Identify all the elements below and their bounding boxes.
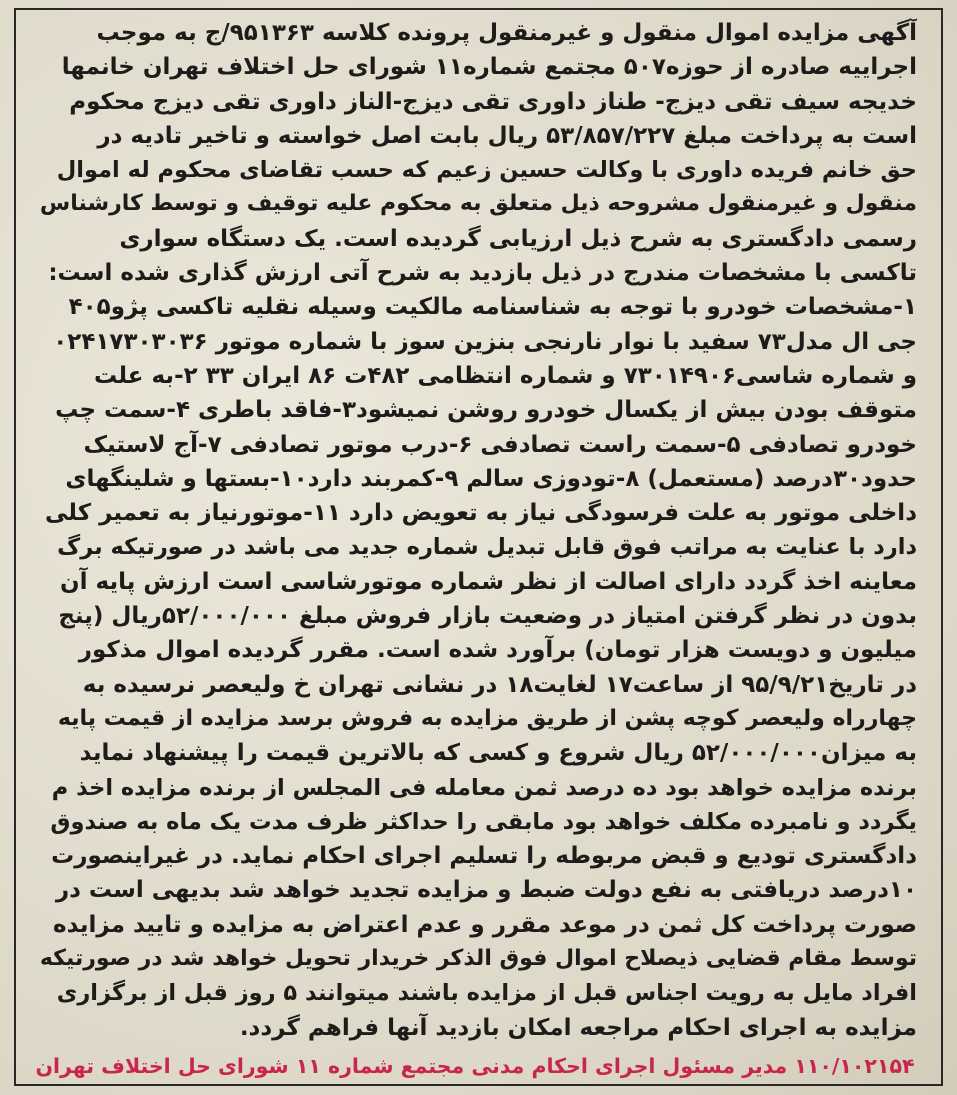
notice-line: حق خانم فریده داوری با وکالت حسین زعیم که حسب تقاضای محکوم له اموال [56, 157, 917, 184]
notice-line: به میزان۵۲/۰۰۰/۰۰۰ ریال شروع و کسی که بالاترین قیمت را پیشنهاد نماید [79, 740, 917, 767]
notice-line: اجراییه صادره از حوزه۵۰۷ مجتمع شماره۱۱ شورای حل اختلاف تهران خانمها [61, 54, 917, 81]
notice-line: ۱-مشخصات خودرو با توجه به شناسنامه مالکیت وسیله نقلیه تاکسی پژو۴۰۵ [68, 294, 917, 321]
notice-line: داخلی موتور به علت فرسودگی نیاز به تعویض دارد ۱۱-موتورنیاز به تعمیر کلی [45, 500, 917, 527]
notice-line: صورت پرداخت کل ثمن در موعد مقرر و عدم اعتراض به مزایده و تایید مزایده [53, 911, 917, 938]
notice-line: خودرو تصادفی ۵-سمت راست تصادفی ۶-درب موتور تصادفی ۷-آج لاستیک [83, 431, 917, 458]
notice-line: خدیجه سیف تقی دیزج- طناز داوری تقی دیزج-الناز داوری تقی دیزج محکوم [69, 88, 917, 115]
notice-line: میلیون و دویست هزار تومان) برآورد شده است. مقرر گردیده اموال مذکور [78, 637, 917, 664]
notice-line: رسمی دادگستری به شرح ذیل ارزیابی گردیده است. یک دستگاه سواری [119, 225, 917, 252]
notice-line: دادگستری تودیع و قبض مربوطه را تسلیم اجرای احکام نماید. در غیراینصورت [51, 843, 917, 870]
notice-line: یگردد و نامبرده مکلف خواهد بود مابقی را حداکثر ظرف مدت یک ماه به صندوق [50, 808, 917, 835]
notice-line: است به پرداخت مبلغ ۵۳/۸۵۷/۲۲۷ ریال بابت اصل خواسته و تاخیر تادیه در [97, 122, 917, 149]
notice-line: چهارراه ولیعصر کوچه پشن از طریق مزایده به فروش برسد مزایده از قیمت پایه [57, 705, 917, 731]
notice-line: جی ال مدل۷۳ سفید با نوار نارنجی بنزین سوز با شماره موتور ۰۲۴۱۷۳۰۳۰۳۶ [53, 328, 917, 355]
notice-line: افراد مایل به رویت اجناس قبل از مزایده باشند میتوانند ۵ روز قبل از برگزاری [56, 980, 917, 1007]
notice-line: معاینه اخذ گردد دارای اصالت از نظر شماره موتورشاسی است ارزش پایه آن [60, 568, 917, 595]
notice-line: منقول و غیرمنقول مشروحه ذیل متعلق به محکوم علیه توقیف و توسط کارشناس [40, 191, 917, 217]
notice-body [40, 16, 917, 1045]
notice-line: ۱۰درصد دریافتی به نفع دولت ضبط و مزایده تجدید خواهد شد بدیهی است در [55, 877, 917, 904]
notice-line: دارد با عنایت به مراتب فوق قابل تبدیل شماره جدید می باشد در صورتیکه برگ [57, 534, 917, 561]
notice-line: برنده مزایده خواهد بود ده درصد ثمن معامله فی المجلس از برنده مزایده اخذ م [51, 774, 917, 801]
notice-line: متوقف بودن بیش از یکسال خودرو روشن نمیشود۳-فاقد باطری ۴-سمت چپ [55, 397, 917, 424]
notice-line: مزایده به اجرای احکام مراجعه امکان بازدید آنها فراهم گردد. [239, 1014, 917, 1041]
notice-line: و شماره شاسی۷۳۰۱۴۹۰۶ و شماره انتظامی ۴۸۲ت ۸۶ ایران ۳۳ ۲-به علت [94, 362, 917, 389]
notice-signature: ۱۱۰/۱۰۲۱۵۴ مدیر مسئول اجرای احکام مدنی مجتمع شماره ۱۱ شورای حل اختلاف تهران [35, 1054, 915, 1078]
notice-line: توسط مقام قضایی ذیصلاح اموال فوق الذکر خریدار تحویل خواهد شد در صورتیکه [40, 946, 917, 972]
notice-line: بدون در نظر گرفتن امتیاز در وضعیت بازار فروش مبلغ ۵۲/۰۰۰/۰۰۰ریال (پنج [58, 603, 917, 630]
notice-line: در تاریخ۹۵/۹/۲۱ از ساعت۱۷ لغایت۱۸ در نشانی تهران خ ولیعصر نرسیده به [82, 671, 917, 698]
notice-line: حدود۳۰درصد (مستعمل) ۸-تودوزی سالم ۹-کمربند دارد۱۰-بستها و شلینگهای [65, 465, 917, 492]
notice-line: تاکسی با مشخصات مندرج در ذیل بازدید به شرح آتی ارزش گذاری شده است: [48, 260, 917, 287]
notice-line: آگهی مزایده اموال منقول و غیرمنقول پرونده کلاسه ۹۵۱۳۶۳/ج به موجب [96, 20, 917, 46]
